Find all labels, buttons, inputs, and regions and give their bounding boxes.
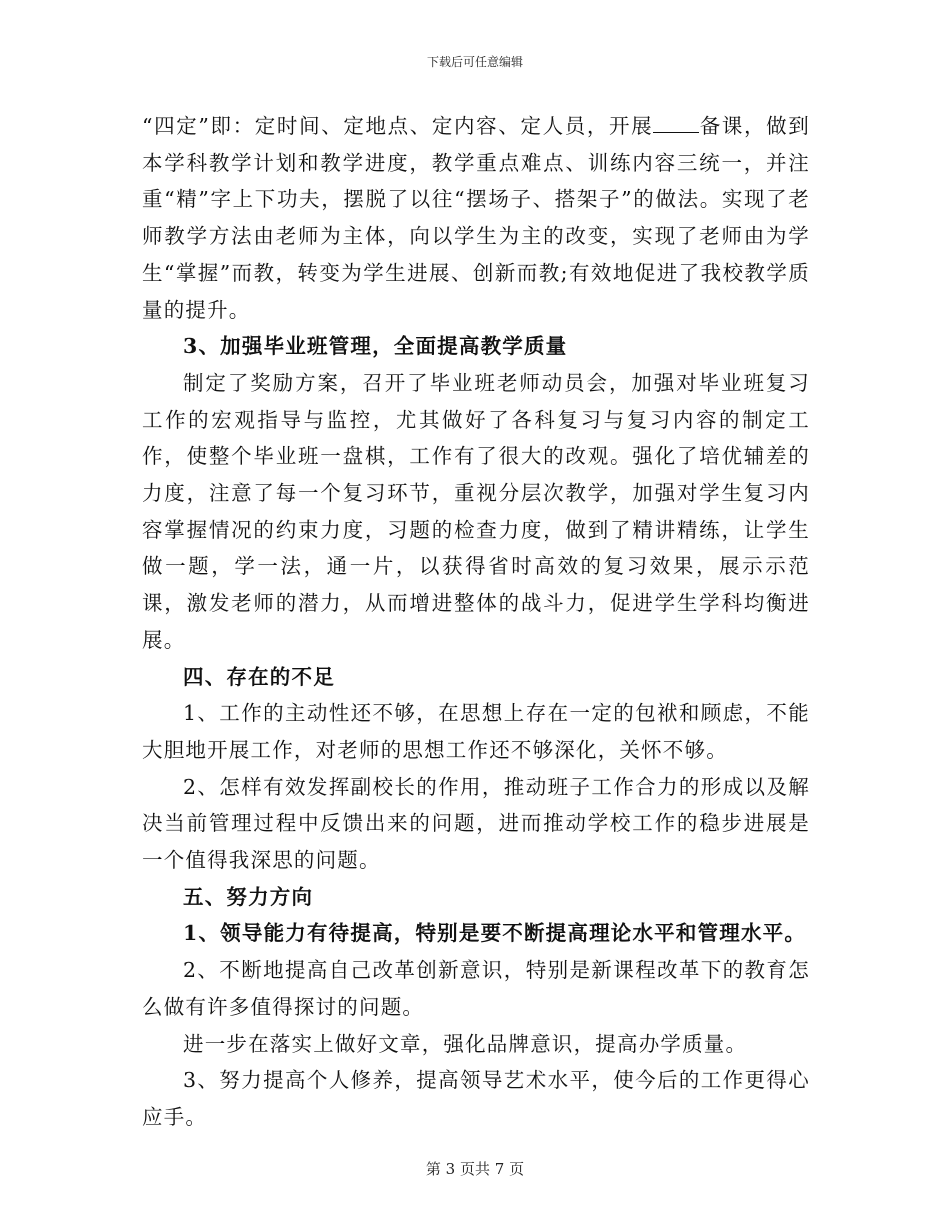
page-header: 下载后可任意编辑 (426, 55, 523, 69)
paragraph-direction-3: 3、努力提高个人修养，提高领导艺术水平，使今后的工作更得心应手。 (142, 1068, 810, 1129)
fill-in-blank (653, 114, 699, 133)
paragraph-graduating-class: 制定了奖励方案，召开了毕业班老师动员会，加强对毕业班复习工作的宏观指导与监控，尤其做好了各科复习与复习内容的制定工作，使整个毕业班一盘棋，工作有了很大的改观。强化了培优辅差的力度，注意了每一个复习环节，重视分层次教学，加强对学生复习内容掌握情况的约束力度，习题的检查力度，做到了精讲精练，让学生做一题，学一法，通一片，以获得省时高效的复习效果，展示示范课，激发老师的潜力，从而增进整体的战斗力，促进学生学科均衡进展。 (142, 370, 810, 652)
paragraph-text-start: “四定”即：定时间、定地点、定内容、定人员，开展 (142, 114, 654, 138)
heading-graduating-class: 3、加强毕业班管理，全面提高教学质量 (183, 334, 568, 359)
heading-direction-1: 1、领导能力有待提高，特别是要不断提高理论水平和管理水平。 (183, 921, 807, 946)
paragraph-shortcoming-2: 2、怎样有效发挥副校长的作用，推动班子工作合力的形成以及解决当前管理过程中反馈出来的问题，进而推动学校工作的稳步进展是一个值得我深思的问题。 (142, 774, 810, 873)
document-body (142, 108, 810, 1136)
heading-direction: 五、努力方向 (183, 884, 314, 909)
paragraph-direction-2: 2、不断地提高自己改革创新意识，特别是新课程改革下的教育怎么做有许多值得探讨的问题。 (142, 958, 810, 1019)
paragraph-further-step: 进一步在落实上做好文章，强化品牌意识，提高办学质量。 (183, 1031, 748, 1056)
paragraph-four-fixed (142, 108, 810, 328)
heading-shortcomings: 四、存在的不足 (183, 664, 335, 689)
page-number: 第 3 页共 7 页 (425, 1160, 525, 1178)
paragraph-text-end: 备课，做到本学科教学计划和教学进度，教学重点难点、训练内容三统一，并注重“精”字上下功夫，摆脱了以往“摆场子、搭架子”的做法。实现了老师教学方法由老师为主体，向以学生为主的改变，实现了老师由为学生“掌握”而教，转变为学生进展、创新而教;有效地促进了我校教学质量的提升。 (142, 114, 811, 322)
paragraph-shortcoming-1: 1、工作的主动性还不够，在思想上存在一定的包袱和顾虑，不能大胆地开展工作，对老师的思想工作还不够深化，关怀不够。 (142, 701, 810, 762)
